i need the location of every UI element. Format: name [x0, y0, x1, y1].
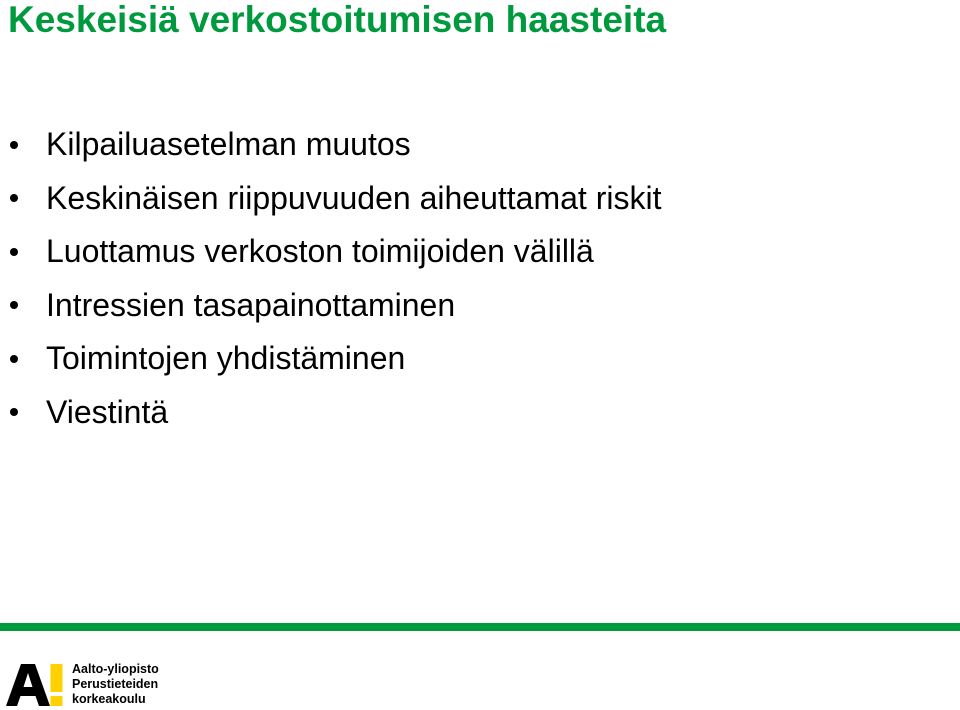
- aalto-logo-wordmark: [72, 662, 159, 707]
- logo-line-university: Aalto-yliopisto: [72, 661, 159, 676]
- bullet-text: Toimintojen yhdistäminen: [46, 340, 406, 376]
- aalto-logo: [6, 662, 159, 706]
- bullet-dot-icon: [10, 248, 18, 256]
- bullet-text: Luottamus verkoston toimijoiden välillä: [46, 233, 594, 269]
- bullet-text: Keskinäisen riippuvuuden aiheuttamat riskit: [46, 179, 662, 216]
- bullet-item: [0, 279, 661, 333]
- bullet-item: [0, 118, 661, 172]
- logo-a-icon: [6, 662, 50, 706]
- logo-exclamation-icon: [49, 664, 64, 706]
- bullet-dot-icon: [10, 355, 18, 363]
- footer-divider: [0, 623, 960, 631]
- slide-title: Keskeisiä verkostoitumisen haasteita: [8, 0, 667, 40]
- bullet-text: Viestintä: [46, 393, 169, 430]
- bullet-item: [0, 332, 661, 386]
- bullet-item: [0, 225, 661, 279]
- bullet-dot-icon: [10, 194, 18, 202]
- bullet-dot-icon: [10, 141, 18, 149]
- bullet-text: Kilpailuasetelman muutos: [46, 126, 411, 162]
- bullet-item: [0, 172, 661, 226]
- logo-line-school: Perustieteiden: [72, 676, 159, 691]
- bullet-text: Intressien tasapainottaminen: [46, 286, 456, 323]
- bullet-list: [0, 118, 661, 439]
- logo-line-school-type: korkeakoulu: [72, 691, 146, 706]
- bullet-dot-icon: [10, 408, 18, 416]
- aalto-logo-mark-icon: [6, 662, 64, 706]
- bullet-item: [0, 386, 661, 440]
- bullet-dot-icon: [10, 301, 18, 309]
